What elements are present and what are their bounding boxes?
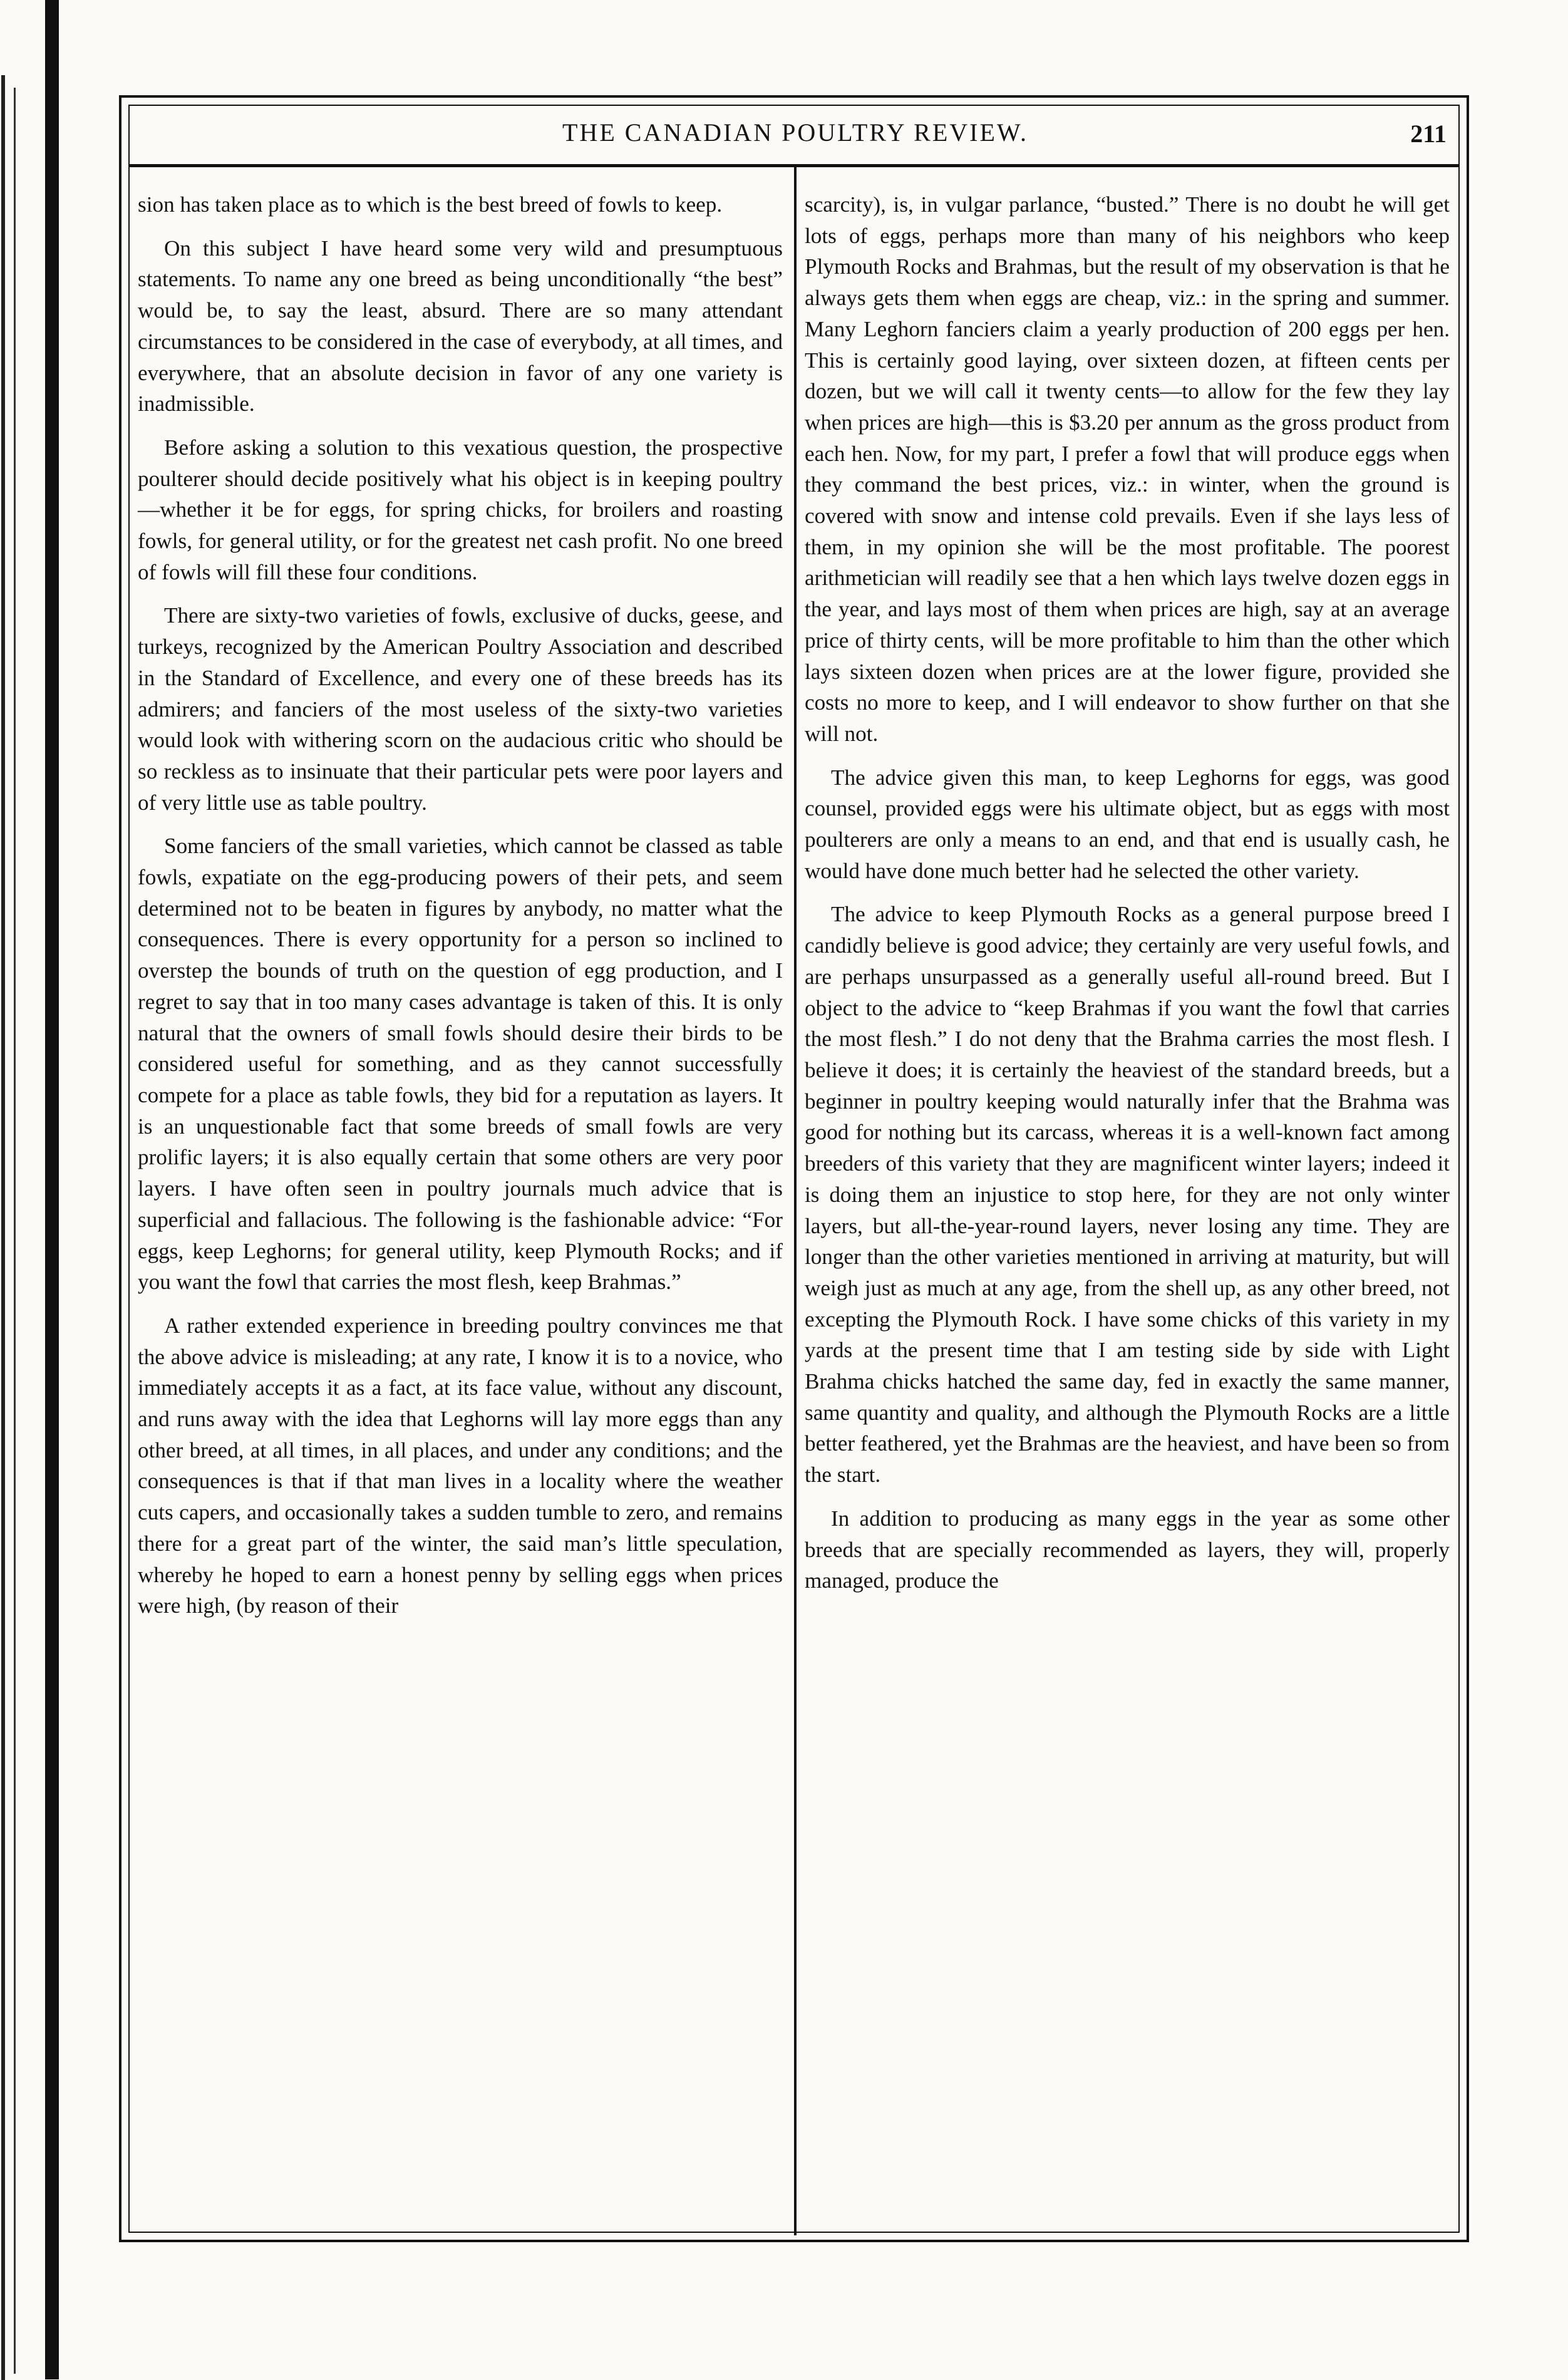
- page-binding-edge: [14, 88, 16, 2374]
- left-column: [138, 189, 783, 1622]
- paragraph: scarcity), is, in vulgar parlance, “busted.” There is no doubt he will get lots of eggs, perhaps more than many of his neighbors who keep Plymouth Rocks and Brahmas, but the result of my observation is that he always gets them when eggs are cheap, viz.: in the spring and summer. Many Leghorn fanciers claim a yearly production of 200 eggs per hen. This is certainly good laying, over sixteen dozen, at fifteen cents per dozen, but we will call it twenty cents—to allow for the few they lay when prices are high—this is $3.20 per annum as the gross product from each hen. Now, for my part, I prefer a fowl that will produce eggs when they command the best prices, viz.: in winter, when the ground is covered with snow and intense cold prevails. Even if she lays less of them, in my opinion she will be the most profitable. The poorest arithmetician will readily see that a hen which lays twelve dozen eggs in the year, and lays most of them when prices are high, say at an average price of thirty cents, will be more profitable to him than the other which lays sixteen dozen when prices are at the lower figure, provided she costs no more to keep, and I will endeavor to show further on that she will not.: [805, 192, 1450, 746]
- paragraph: Some fanciers of the small varieties, which cannot be classed as table fowls, expatiate on the egg-producing powers of their pets, and seem determined not to be beaten in figures by anybody, no matter what the consequences. There is every opportunity for a person so inclined to overstep the bounds of truth on the question of egg production, and I regret to say that in too many cases advantage is taken of this. It is only natural that the owners of small fowls should desire their birds to be considered useful for something, and as they cannot successfully compete for a place as table fowls, they bid for a reputation as layers. It is an unquestionable fact that some breeds of small fowls are very prolific layers; it is also equally certain that some others are very poor layers. I have often seen in poultry journals much advice that is superficial and fallacious. The following is the fashionable advice: “For eggs, keep Leghorns; for general utility, keep Plymouth Rocks; and if you want the fowl that carries the most flesh, keep Brahmas.”: [138, 834, 783, 1295]
- column-divider: [794, 167, 797, 2235]
- running-head: THE CANADIAN POULTRY REVIEW.: [562, 118, 1028, 147]
- paragraph: A rather extended experience in breeding poultry convinces me that the above advice is misleading; at any rate, I know it is to a novice, who immediately accepts it as a fact, at its face value, without any discount, and runs away with the idea that Leghorns will lay more eggs than any other breed, at all times, in all places, and under any conditions; and the consequences is that if that man lives in a locality where the weather cuts capers, and occasionally takes a sudden tumble to zero, and remains there for a great part of the winter, the said man’s little speculation, whereby he hoped to earn a honest penny by selling eggs when prices were high, (by reason of their: [138, 1313, 783, 1618]
- page-binding-bar: [45, 0, 59, 2379]
- page-number: 211: [1410, 119, 1447, 148]
- paragraph: Before asking a solution to this vexatious question, the prospective poulterer should decide positively what his object is in keeping poultry—whether it be for eggs, for spring chicks, for broilers and roasting fowls, for general utility, or for the greatest net cash profit. No one breed of fowls will fill these four conditions.: [138, 435, 783, 584]
- paragraph: On this subject I have heard some very wild and presumptuous statements. To name any one breed as being unconditionally “the best” would be, to say the least, absurd. There are so many attendant circumstances to be considered in the case of everybody, at all times, and everywhere, that an absolute decision in favor of any one variety is inadmissible.: [138, 235, 783, 416]
- paragraph: There are sixty-two varieties of fowls, exclusive of ducks, geese, and turkeys, recognized by the American Poultry Association and described in the Standard of Excellence, and every one of these breeds has its admirers; and fanciers of the most useless of the sixty-two varieties would look with withering scorn on the audacious critic who should be so reckless as to insinuate that their particular pets were poor layers and of very little use as table poultry.: [138, 603, 783, 815]
- right-column: [805, 189, 1450, 1596]
- page-binding-edge: [1, 75, 5, 2380]
- paragraph: The advice given this man, to keep Leghorns for eggs, was good counsel, provided eggs were his ultimate object, but as eggs with most poulterers are only a means to an end, and that end is usually cash, he would have done much better had he selected the other variety.: [805, 765, 1450, 883]
- paragraph: sion has taken place as to which is the best breed of fowls to keep.: [138, 192, 723, 217]
- paragraph: In addition to producing as many eggs in the year as some other breeds that are specially recommended as layers, they will, properly managed, produce the: [805, 1506, 1450, 1593]
- paragraph: The advice to keep Plymouth Rocks as a general purpose breed I candidly believe is good advice; they certainly are very useful fowls, and are perhaps unsurpassed as a generally useful all-round breed. But I object to the advice to “keep Brahmas if you want the fowl that carries the most flesh.” I do not deny that the Brahma carries the most flesh. I believe it does; it is certainly the heaviest of the standard breeds, but a beginner in poultry keeping would naturally infer that the Brahma was good for nothing but its carcass, whereas it is a well-known fact among breeders of this variety that they are magnificent winter layers; indeed it is doing them an injustice to stop here, for they are not only winter layers, but all-the-year-round layers, never losing any time. They are longer than the other varieties mentioned in arriving at maturity, but will weigh just as much at any age, from the shell up, as any other breed, not excepting the Plymouth Rock. I have some chicks of this variety in my yards at the present time that I am testing side by side with Light Brahma chicks hatched the same day, fed in exactly the same manner, same quantity and quality, and although the Plymouth Rocks are a little better feathered, yet the Brahmas are the heaviest, and have been so from the start.: [805, 902, 1450, 1487]
